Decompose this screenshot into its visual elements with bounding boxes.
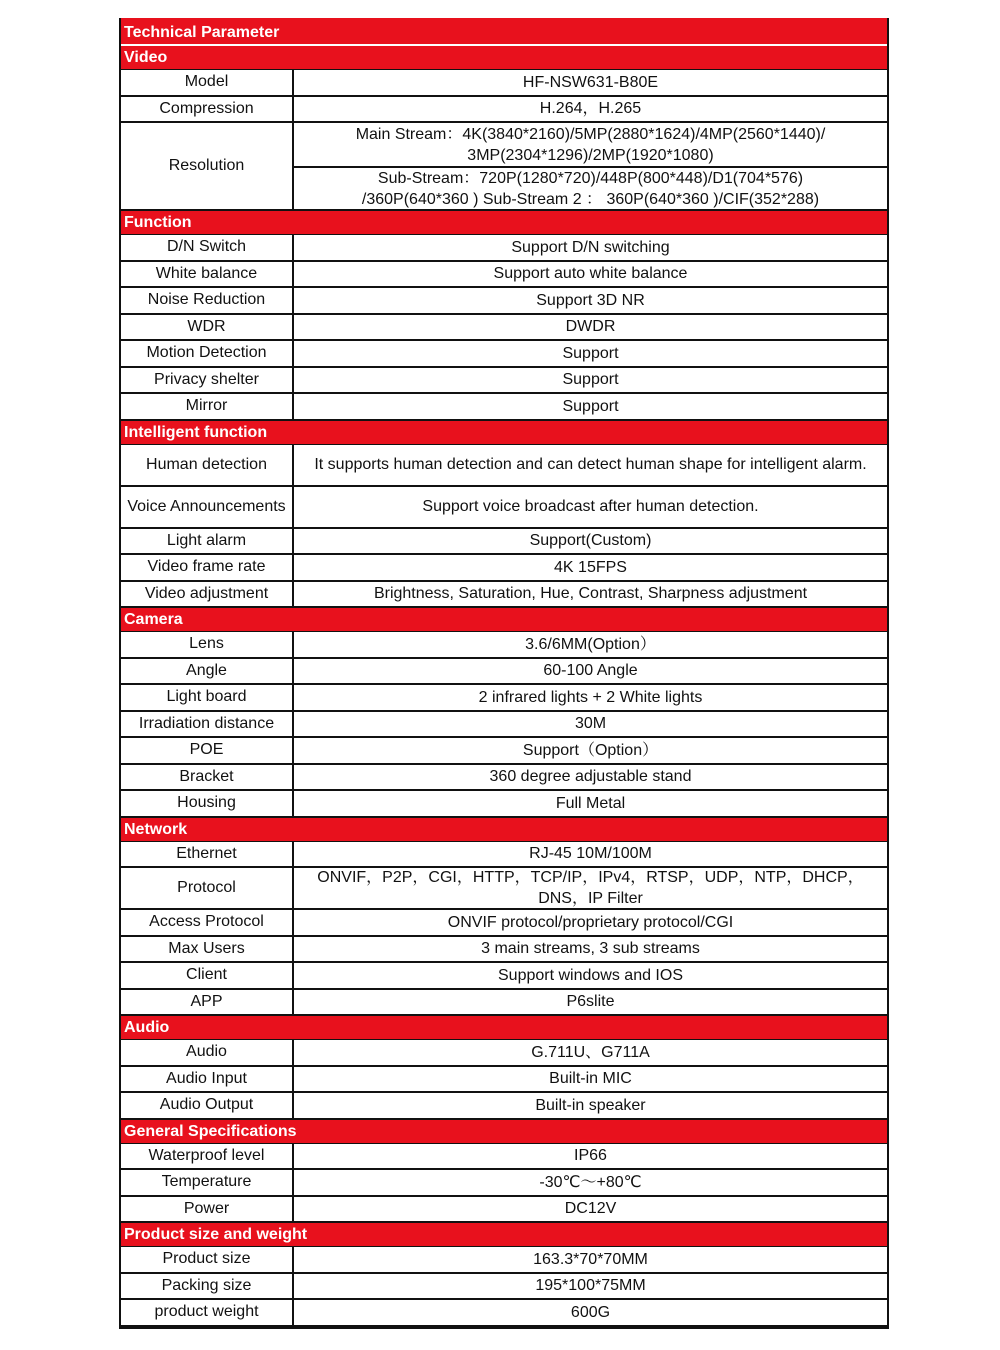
spec-value: DWDR: [565, 318, 616, 336]
spec-label: Client: [121, 963, 294, 988]
spec-row: [121, 1170, 887, 1197]
spec-row: [121, 1067, 887, 1094]
spec-label: Motion Detection: [121, 341, 294, 366]
section-header: General Specifications: [121, 1120, 887, 1144]
spec-label: Ethernet: [121, 842, 294, 867]
spec-label: Light board: [121, 685, 294, 710]
spec-row: [121, 791, 887, 818]
spec-value: Support voice broadcast after human detection.: [422, 498, 759, 515]
spec-row: [121, 990, 887, 1017]
spec-label: Audio Output: [121, 1093, 294, 1118]
spec-row: [121, 910, 887, 937]
spec-label: Audio: [121, 1040, 294, 1065]
spec-label: Resolution: [121, 123, 294, 209]
spec-value: RJ-45 10M/100M: [529, 845, 652, 863]
spec-row: [121, 1197, 887, 1224]
spec-row: [121, 394, 887, 421]
spec-value: G.711U、G711A: [531, 1043, 650, 1061]
spec-value: Support（Option）: [522, 741, 659, 759]
spec-row: [121, 368, 887, 395]
spec-value: It supports human detection and can detect human shape for intelligent alarm.: [314, 456, 867, 473]
spec-value: 4K 15FPS: [554, 558, 627, 576]
spec-row: [121, 487, 887, 529]
spec-label: Video frame rate: [121, 555, 294, 580]
spec-label: product weight: [121, 1300, 294, 1325]
sheet-title: Technical Parameter: [121, 18, 887, 46]
spec-label: Irradiation distance: [121, 712, 294, 737]
spec-row: [121, 1300, 887, 1327]
spec-row: [121, 529, 887, 556]
spec-row: [121, 97, 887, 124]
spec-value: 2 infrared lights + 2 White lights: [478, 688, 703, 706]
spec-value: Support 3D NR: [536, 291, 645, 309]
spec-value: Support: [562, 344, 619, 362]
spec-value-line: Main Stream：4K(3840*2160)/5MP(2880*1624)/4MP(2560*1440)/ 3MP(2304*1296)/2MP(1920*1080): [355, 125, 826, 164]
spec-label: Noise Reduction: [121, 288, 294, 313]
spec-row: [121, 1274, 887, 1301]
spec-row: [121, 937, 887, 964]
spec-row: [121, 445, 887, 487]
spec-row: [121, 235, 887, 262]
section-header: Network: [121, 818, 887, 842]
spec-value: 600G: [570, 1303, 611, 1321]
spec-label: Protocol: [121, 868, 294, 908]
spec-row: [121, 738, 887, 765]
spec-label: Power: [121, 1197, 294, 1222]
spec-label: Compression: [121, 97, 294, 122]
spec-row: [121, 1040, 887, 1067]
spec-label: White balance: [121, 262, 294, 287]
spec-value: HF-NSW631-B80E: [522, 73, 659, 91]
spec-label: Video adjustment: [121, 582, 294, 607]
spec-label: Product size: [121, 1247, 294, 1272]
section-header: Audio: [121, 1016, 887, 1040]
spec-row: [121, 685, 887, 712]
spec-value: Support auto white balance: [493, 265, 688, 283]
spec-row: [121, 842, 887, 869]
spec-row: [121, 341, 887, 368]
spec-row: [121, 632, 887, 659]
spec-value: P6slite: [566, 993, 615, 1011]
spec-label: Max Users: [121, 937, 294, 962]
spec-label: Light alarm: [121, 529, 294, 554]
spec-label: Angle: [121, 659, 294, 684]
spec-value-line: Sub-Stream：720P(1280*720)/448P(800*448)/D1(704*576) /360P(640*360 ) Sub-Stream 2 ： 360P(640*360 )/CIF(352*288): [294, 166, 887, 209]
spec-value: -30℃～+80℃: [539, 1173, 642, 1191]
spec-label: D/N Switch: [121, 235, 294, 260]
spec-value: 163.3*70*70MM: [533, 1250, 648, 1268]
spec-value: Support: [562, 371, 619, 389]
spec-value: H.264，H.265: [539, 100, 642, 118]
spec-label: Housing: [121, 791, 294, 816]
section-header: Product size and weight: [121, 1223, 887, 1247]
spec-row: [121, 315, 887, 342]
spec-row: [121, 70, 887, 97]
spec-label: Voice Announcements: [121, 487, 294, 527]
section-header: Video: [121, 46, 887, 70]
spec-value: DC12V: [564, 1200, 617, 1218]
spec-value: IP66: [574, 1147, 607, 1165]
spec-row: [121, 262, 887, 289]
spec-value: 30M: [574, 715, 607, 733]
spec-value: 3 main streams, 3 sub streams: [481, 940, 700, 958]
spec-label: Waterproof level: [121, 1144, 294, 1169]
spec-label: Mirror: [121, 394, 294, 419]
spec-row: [121, 659, 887, 686]
spec-label: WDR: [121, 315, 294, 340]
section-header: Intelligent function: [121, 421, 887, 445]
spec-label: Privacy shelter: [121, 368, 294, 393]
spec-label: APP: [121, 990, 294, 1015]
spec-value: 60-100 Angle: [543, 662, 638, 680]
spec-row: [121, 1144, 887, 1171]
spec-value: Brightness, Saturation, Hue, Contrast, Sharpness adjustment: [373, 585, 808, 603]
spec-value: Support windows and IOS: [498, 966, 683, 984]
spec-row: [121, 1247, 887, 1274]
spec-value: [294, 123, 887, 209]
spec-value: 360 degree adjustable stand: [489, 768, 692, 786]
spec-value: 195*100*75MM: [535, 1277, 646, 1295]
spec-value: ONVIF protocol/proprietary protocol/CGI: [447, 913, 734, 931]
spec-label: Human detection: [121, 445, 294, 485]
spec-value: Built-in speaker: [535, 1096, 646, 1114]
spec-row: [121, 712, 887, 739]
section-header: Camera: [121, 608, 887, 632]
spec-label: Lens: [121, 632, 294, 657]
spec-value: 3.6/6MM(Option）: [525, 635, 656, 653]
spec-value: Full Metal: [555, 794, 626, 812]
spec-value: ONVIF，P2P，CGI，HTTP，TCP/IP，IPv4，RTSP，UDP，NTP，DHCP，DNS，IP Filter: [317, 869, 864, 907]
spec-label: Access Protocol: [121, 910, 294, 935]
spec-label: Audio Input: [121, 1067, 294, 1092]
spec-row: [121, 123, 887, 211]
spec-row: [121, 1093, 887, 1120]
spec-value: Support D/N switching: [511, 238, 670, 256]
spec-row: [121, 963, 887, 990]
spec-row: [121, 582, 887, 609]
spec-row: [121, 868, 887, 910]
spec-row: [121, 765, 887, 792]
spec-value: Support(Custom): [529, 532, 652, 550]
spec-body: [121, 46, 887, 1327]
spec-label: Temperature: [121, 1170, 294, 1195]
spec-value: Built-in MIC: [549, 1070, 632, 1088]
spec-label: Packing size: [121, 1274, 294, 1299]
spec-sheet: [119, 18, 889, 1329]
spec-row: [121, 555, 887, 582]
spec-value: Support: [562, 397, 619, 415]
section-header: Function: [121, 211, 887, 235]
spec-label: POE: [121, 738, 294, 763]
spec-row: [121, 288, 887, 315]
spec-label: Bracket: [121, 765, 294, 790]
spec-label: Model: [121, 70, 294, 95]
